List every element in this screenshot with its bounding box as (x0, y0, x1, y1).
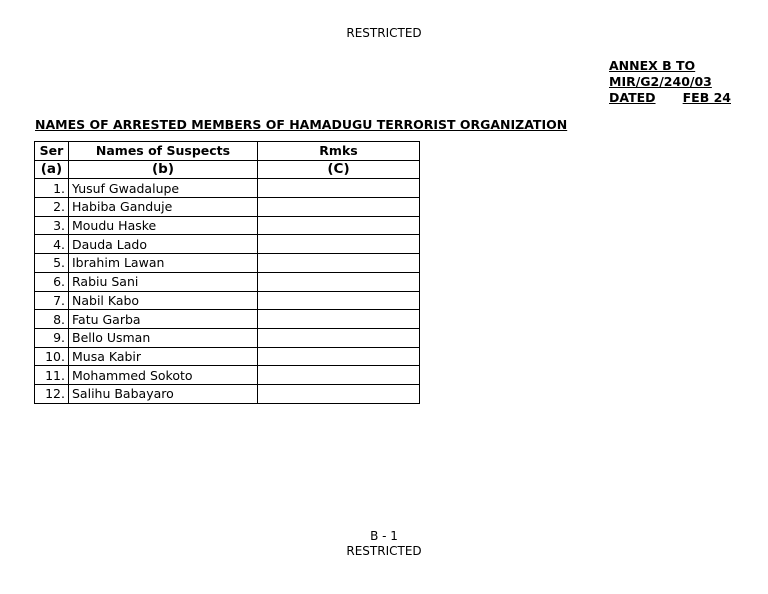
classification-marking-top: RESTRICTED (346, 26, 422, 40)
header-rmks: Rmks (258, 142, 420, 161)
reference-number: MIR/G2/240/03 (609, 74, 712, 89)
ser-cell: 7. (35, 291, 69, 310)
table-row (35, 216, 420, 235)
ser-cell: 12. (35, 384, 69, 403)
table-row (35, 198, 420, 217)
table-header-row (35, 142, 420, 161)
rmks-cell (258, 198, 420, 217)
ser-cell: 8. (35, 310, 69, 329)
subheader-a: (a) (35, 160, 69, 179)
rmks-cell (258, 328, 420, 347)
ser-cell: 5. (35, 254, 69, 273)
dated-value: FEB 24 (682, 90, 731, 105)
name-cell: Musa Kabir (69, 347, 258, 366)
rmks-cell (258, 235, 420, 254)
name-cell: Yusuf Gwadalupe (69, 179, 258, 198)
header-names-of-suspects: Names of Suspects (69, 142, 258, 161)
page-number: B - 1 (370, 529, 398, 543)
table-row (35, 347, 420, 366)
annex-label: ANNEX B TO (609, 58, 696, 73)
subheader-c: (C) (258, 160, 420, 179)
table-row (35, 384, 420, 403)
ser-cell: 1. (35, 179, 69, 198)
name-cell: Rabiu Sani (69, 272, 258, 291)
rmks-cell (258, 347, 420, 366)
header-ser: Ser (35, 142, 69, 161)
rmks-cell (258, 254, 420, 273)
name-cell: Mohammed Sokoto (69, 366, 258, 385)
name-cell: Ibrahim Lawan (69, 254, 258, 273)
rmks-cell (258, 384, 420, 403)
table-row (35, 366, 420, 385)
annex-reference-block (609, 58, 731, 106)
classification-marking-bottom: RESTRICTED (346, 544, 422, 558)
ser-cell: 2. (35, 198, 69, 217)
name-cell: Habiba Ganduje (69, 198, 258, 217)
subheader-b: (b) (69, 160, 258, 179)
table-row (35, 328, 420, 347)
name-cell: Moudu Haske (69, 216, 258, 235)
table-row (35, 272, 420, 291)
rmks-cell (258, 272, 420, 291)
table-row (35, 254, 420, 273)
ser-cell: 6. (35, 272, 69, 291)
name-cell: Dauda Lado (69, 235, 258, 254)
ser-cell: 3. (35, 216, 69, 235)
name-cell: Fatu Garba (69, 310, 258, 329)
name-cell: Bello Usman (69, 328, 258, 347)
suspects-table (34, 141, 420, 404)
document-title: NAMES OF ARRESTED MEMBERS OF HAMADUGU TERRORIST ORGANIZATION (35, 117, 568, 132)
rmks-cell (258, 179, 420, 198)
table-row (35, 179, 420, 198)
ser-cell: 4. (35, 235, 69, 254)
rmks-cell (258, 291, 420, 310)
name-cell: Salihu Babayaro (69, 384, 258, 403)
name-cell: Nabil Kabo (69, 291, 258, 310)
ser-cell: 10. (35, 347, 69, 366)
rmks-cell (258, 216, 420, 235)
ser-cell: 11. (35, 366, 69, 385)
dated-label: DATED (609, 90, 656, 105)
table-body (35, 179, 420, 403)
table-row (35, 291, 420, 310)
rmks-cell (258, 366, 420, 385)
table-row (35, 310, 420, 329)
rmks-cell (258, 310, 420, 329)
table-row (35, 235, 420, 254)
dated-line (609, 90, 731, 106)
table-subheader-row (35, 160, 420, 179)
ser-cell: 9. (35, 328, 69, 347)
